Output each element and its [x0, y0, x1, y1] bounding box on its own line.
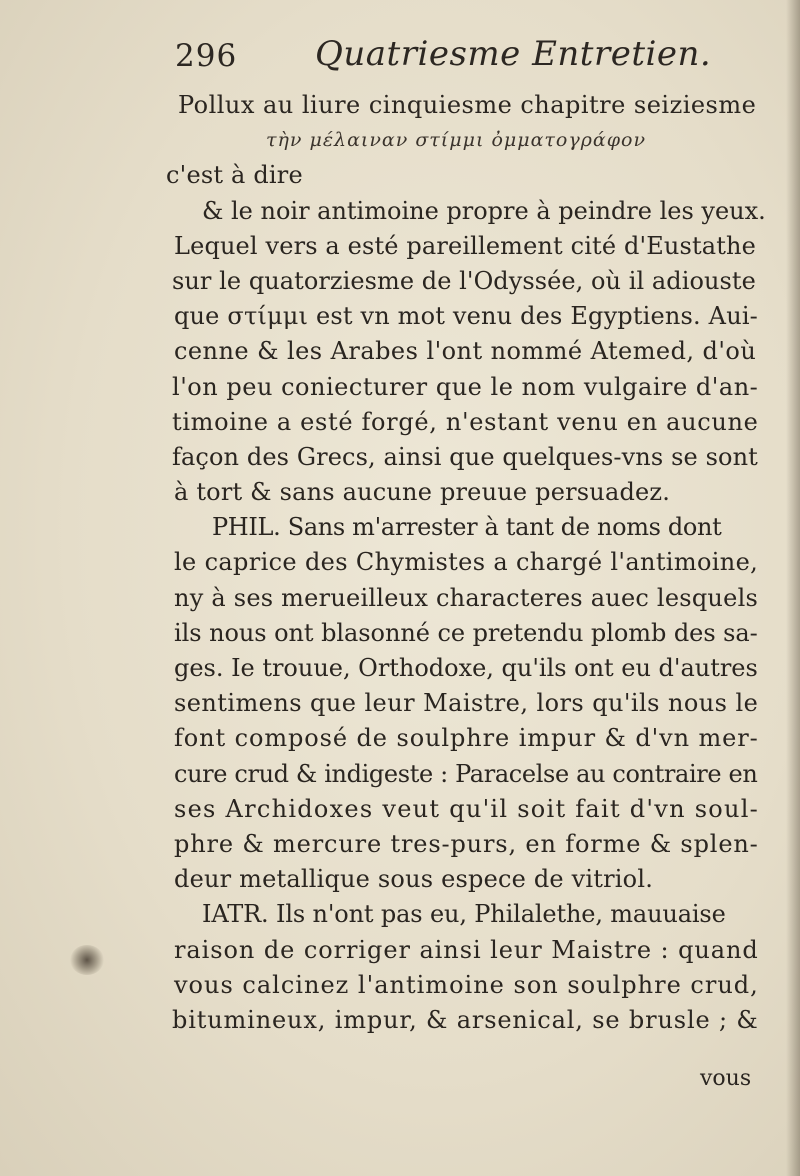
body-text	[166, 88, 766, 1038]
text-line: phre & mercure tres-purs, en forme & splen-	[174, 829, 759, 858]
page-header	[175, 28, 735, 84]
text-line: ges. Ie trouue, Orthodoxe, qu'ils ont eu d'autres	[174, 654, 758, 682]
text-line: que στίμμι est vn mot venu des Egyptiens. Aui-	[174, 302, 758, 331]
text-line: ses Archidoxes veut qu'il soit fait d'vn soul-	[174, 794, 760, 823]
text-line: Pollux au liure cinquiesme chapitre seiziesme	[178, 91, 757, 119]
text-line: sentimens que leur Maistre, lors qu'ils nous le	[174, 689, 759, 718]
text-line: sur le quatorziesme de l'Odyssée, où il adiouste	[172, 266, 756, 295]
text-line: Lequel vers a esté pareillement cité d'Eustathe	[174, 231, 756, 260]
running-title: Quatriesme Entretien.	[315, 34, 712, 74]
text-line: l'on peu coniecturer que le nom vulgaire d'an-	[172, 372, 759, 401]
text-line: ils nous ont blasonné ce pretendu plomb des sa-	[174, 618, 758, 647]
text-line: τὴν μέλαιναν στίμμι ὀμματογράφον	[266, 129, 647, 152]
text-line: à tort & sans aucune preuue persuadez.	[174, 478, 671, 507]
text-line: vous calcinez l'antimoine son soulphre crud,	[174, 970, 759, 999]
text-line: IATR. Ils n'ont pas eu, Philalethe, mauuaise	[202, 900, 726, 929]
page-number: 296	[175, 38, 238, 74]
text-line: timoine a esté forgé, n'estant venu en aucune	[172, 407, 759, 436]
page-edge-shadow	[786, 0, 800, 1176]
text-line: cure crud & indigeste : Paracelse au contraire en	[174, 759, 758, 788]
text-line: & le noir antimoine propre à peindre les yeux.	[202, 196, 766, 225]
text-line: deur metallique sous espece de vitriol.	[174, 865, 654, 894]
text-line: c'est à dire	[166, 161, 303, 190]
text-line: font composé de soulphre impur & d'vn mer-	[174, 724, 759, 753]
text-line: cenne & les Arabes l'ont nommé Atemed, d'où	[174, 337, 757, 366]
text-line: raison de corriger ainsi leur Maistre : quand	[174, 935, 759, 964]
text-line: PHIL. Sans m'arrester à tant de noms dont	[212, 513, 722, 542]
text-line: façon des Grecs, ainsi que quelques-vns se sont	[172, 442, 758, 471]
text-line: bitumineux, impur, & arsenical, se brusle ; &	[172, 1005, 759, 1034]
text-line: le caprice des Chymistes a chargé l'antimoine,	[174, 548, 759, 577]
catchword: vous	[700, 1066, 752, 1091]
ink-blot	[70, 945, 104, 975]
text-line: ny à ses merueilleux characteres auec lesquels	[174, 583, 759, 612]
